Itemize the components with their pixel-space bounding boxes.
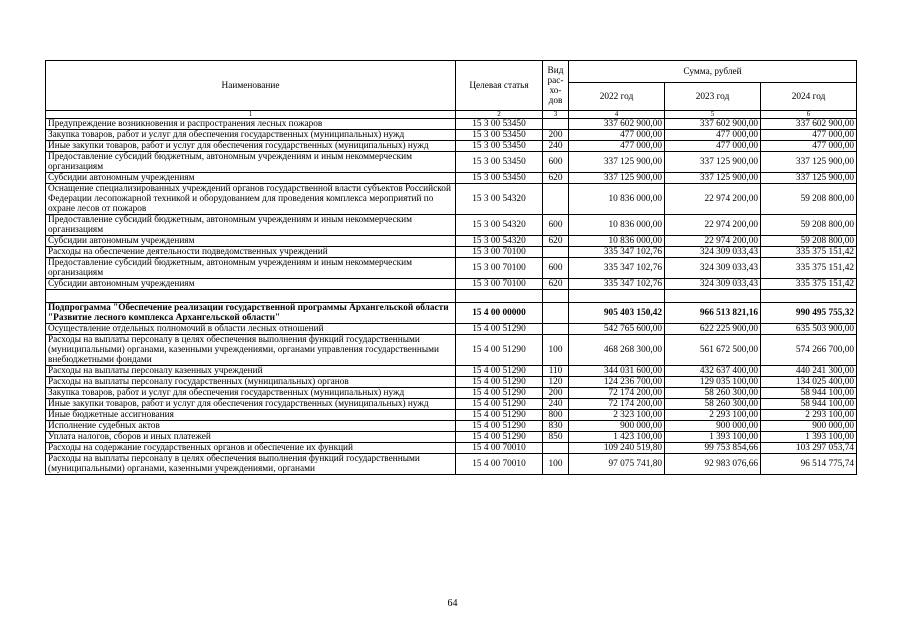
table-row: [46, 290, 857, 303]
row-name: Осуществление отдельных полномочий в области лесных отношений: [46, 324, 456, 335]
row-sum-2022: 468 268 300,00: [569, 335, 665, 366]
table-row: [46, 236, 857, 247]
table-row: [46, 432, 857, 443]
header-name: Наименование: [46, 61, 456, 111]
colnum-6: 6: [761, 111, 857, 119]
row-expense-kind: 200: [543, 130, 569, 141]
row-sum-2022: 1 423 100,00: [569, 432, 665, 443]
row-sum-2023: 22 974 200,00: [665, 215, 761, 236]
row-name: Предоставление субсидий бюджетным, автономным учреждениям и иным некоммерческим организациям: [46, 152, 456, 173]
row-sum-2022: 337 125 900,00: [569, 173, 665, 184]
row-sum-2023: 337 125 900,00: [665, 152, 761, 173]
row-target-code: 15 4 00 51290: [456, 377, 543, 388]
row-sum-2022: 477 000,00: [569, 130, 665, 141]
table-row: [46, 215, 857, 236]
row-name: Закупка товаров, работ и услуг для обеспечения государственных (муниципальных) нужд: [46, 130, 456, 141]
table-row: [46, 119, 857, 130]
header-code: Целевая статья: [456, 61, 543, 111]
table-row: [46, 279, 857, 290]
row-sum-2022: 10 836 000,00: [569, 236, 665, 247]
row-name: Оснащение специализированных учреждений органов государственной власти субъектов Российской Федерации лесопожарной техникой и оборудованием для проведения комплекса мероприятий по охране лесов от пожаров: [46, 184, 456, 215]
header-kind: Вид рас-хо-дов: [543, 61, 569, 111]
row-sum-2022: 337 125 900,00: [569, 152, 665, 173]
row-expense-kind: 620: [543, 279, 569, 290]
row-sum-2023: 324 309 033,43: [665, 258, 761, 279]
colnum-1: 1: [46, 111, 456, 119]
row-name: Расходы на выплаты персоналу в целях обеспечения выполнения функций государственными (муниципальными) органами, казенными учреждениями, органами управления государственными внебюджетными фондами: [46, 335, 456, 366]
table-row: [46, 410, 857, 421]
row-target-code: 15 3 00 70100: [456, 258, 543, 279]
row-expense-kind: 100: [543, 335, 569, 366]
table-row: [46, 388, 857, 399]
table-row: [46, 152, 857, 173]
row-target-code: 15 3 00 54320: [456, 184, 543, 215]
row-expense-kind: 600: [543, 215, 569, 236]
page-number: 64: [447, 598, 458, 609]
row-sum-2024: 58 944 100,00: [761, 399, 857, 410]
row-sum-2022: 542 765 600,00: [569, 324, 665, 335]
table-row: [46, 421, 857, 432]
row-sum-2022: 10 836 000,00: [569, 184, 665, 215]
row-sum-2024: 58 944 100,00: [761, 388, 857, 399]
row-sum-2023: 900 000,00: [665, 421, 761, 432]
row-sum-2022: 10 836 000,00: [569, 215, 665, 236]
row-sum-2024: 335 375 151,42: [761, 247, 857, 258]
row-expense-kind: 240: [543, 141, 569, 152]
colnum-2: 2: [456, 111, 543, 119]
row-target-code: 15 3 00 53450: [456, 119, 543, 130]
row-name: Иные закупки товаров, работ и услуг для обеспечения государственных (муниципальных) нужд: [46, 141, 456, 152]
row-target-code: 15 4 00 51290: [456, 324, 543, 335]
row-expense-kind: 100: [543, 454, 569, 475]
row-name: Расходы на содержание государственных органов и обеспечение их функций: [46, 443, 456, 454]
row-name: Расходы на выплаты персоналу государственных (муниципальных) органов: [46, 377, 456, 388]
row-sum-2023: 324 309 033,43: [665, 279, 761, 290]
row-expense-kind: [543, 443, 569, 454]
row-target-code: 15 4 00 51290: [456, 421, 543, 432]
row-sum-2023: 92 983 076,66: [665, 454, 761, 475]
row-sum-2023: 99 753 854,66: [665, 443, 761, 454]
row-target-code: 15 3 00 53450: [456, 152, 543, 173]
row-target-code: 15 3 00 53450: [456, 173, 543, 184]
row-target-code: 15 4 00 51290: [456, 432, 543, 443]
row-sum-2022: 335 347 102,76: [569, 279, 665, 290]
row-sum-2024: 134 025 400,00: [761, 377, 857, 388]
table-row: [46, 184, 857, 215]
colnum-4: 4: [569, 111, 665, 119]
row-target-code: 15 3 00 54320: [456, 236, 543, 247]
row-sum-2023: 432 637 400,00: [665, 366, 761, 377]
row-expense-kind: 830: [543, 421, 569, 432]
row-target-code: 15 4 00 00000: [456, 303, 543, 324]
row-sum-2024: 59 208 800,00: [761, 215, 857, 236]
row-name: Иные закупки товаров, работ и услуг для обеспечения государственных (муниципальных) нужд: [46, 399, 456, 410]
table-row: [46, 141, 857, 152]
row-target-code: [456, 290, 543, 303]
colnum-3: 3: [543, 111, 569, 119]
row-target-code: 15 4 00 51290: [456, 366, 543, 377]
row-name: Субсидии автономным учреждениям: [46, 279, 456, 290]
row-name: Расходы на выплаты персоналу казенных учреждений: [46, 366, 456, 377]
row-expense-kind: 600: [543, 258, 569, 279]
row-sum-2022: 109 240 519,80: [569, 443, 665, 454]
row-sum-2023: 22 974 200,00: [665, 236, 761, 247]
row-expense-kind: 620: [543, 173, 569, 184]
row-sum-2024: 1 393 100,00: [761, 432, 857, 443]
row-name: Субсидии автономным учреждениям: [46, 173, 456, 184]
row-expense-kind: [543, 303, 569, 324]
table-row: [46, 377, 857, 388]
table-row: [46, 130, 857, 141]
row-sum-2022: 905 403 150,42: [569, 303, 665, 324]
table-row: [46, 247, 857, 258]
row-name: Расходы на обеспечение деятельности подведомственных учреждений: [46, 247, 456, 258]
header-year-2023: 2023 год: [665, 83, 761, 111]
row-expense-kind: 110: [543, 366, 569, 377]
row-sum-2022: 2 323 100,00: [569, 410, 665, 421]
row-sum-2022: 335 347 102,76: [569, 247, 665, 258]
row-sum-2024: 103 297 053,74: [761, 443, 857, 454]
row-sum-2022: 72 174 200,00: [569, 399, 665, 410]
row-expense-kind: 240: [543, 399, 569, 410]
table-row: [46, 454, 857, 475]
row-target-code: 15 4 00 51290: [456, 399, 543, 410]
row-name: Предупреждение возникновения и распространения лесных пожаров: [46, 119, 456, 130]
row-name: Подпрограмма "Обеспечение реализации государственной программы Архангельской области "Развитие лесного комплекса Архангельской области": [46, 303, 456, 324]
row-sum-2024: 337 125 900,00: [761, 173, 857, 184]
row-name: Иные бюджетные ассигнования: [46, 410, 456, 421]
row-expense-kind: [543, 247, 569, 258]
row-name: [46, 290, 456, 303]
row-name: Предоставление субсидий бюджетным, автономным учреждениям и иным некоммерческим организациям: [46, 215, 456, 236]
colnum-5: 5: [665, 111, 761, 119]
header-year-2024: 2024 год: [761, 83, 857, 111]
row-sum-2024: 96 514 775,74: [761, 454, 857, 475]
row-target-code: 15 4 00 51290: [456, 410, 543, 421]
table-row: [46, 399, 857, 410]
row-target-code: 15 4 00 70010: [456, 443, 543, 454]
row-name: Предоставление субсидий бюджетным, автономным учреждениям и иным некоммерческим организациям: [46, 258, 456, 279]
row-expense-kind: 600: [543, 152, 569, 173]
row-sum-2023: 477 000,00: [665, 141, 761, 152]
row-sum-2024: 335 375 151,42: [761, 258, 857, 279]
table-row: [46, 366, 857, 377]
header-year-2022: 2022 год: [569, 83, 665, 111]
row-sum-2023: 58 260 300,00: [665, 388, 761, 399]
row-expense-kind: [543, 324, 569, 335]
row-sum-2022: 335 347 102,76: [569, 258, 665, 279]
row-sum-2023: 477 000,00: [665, 130, 761, 141]
row-sum-2024: 900 000,00: [761, 421, 857, 432]
column-number-row: [46, 111, 857, 119]
row-sum-2022: 124 236 700,00: [569, 377, 665, 388]
row-sum-2023: 129 035 100,00: [665, 377, 761, 388]
row-expense-kind: [543, 290, 569, 303]
row-expense-kind: 120: [543, 377, 569, 388]
row-name: Уплата налогов, сборов и иных платежей: [46, 432, 456, 443]
header-sum: Сумма, рублей: [569, 61, 857, 83]
row-sum-2024: 337 125 900,00: [761, 152, 857, 173]
row-target-code: 15 3 00 70100: [456, 279, 543, 290]
table-row: [46, 443, 857, 454]
row-expense-kind: 800: [543, 410, 569, 421]
row-target-code: 15 4 00 51290: [456, 335, 543, 366]
row-expense-kind: [543, 184, 569, 215]
row-sum-2024: 2 293 100,00: [761, 410, 857, 421]
row-target-code: 15 3 00 54320: [456, 215, 543, 236]
row-sum-2024: 335 375 151,42: [761, 279, 857, 290]
row-target-code: 15 3 00 53450: [456, 141, 543, 152]
row-sum-2023: 561 672 500,00: [665, 335, 761, 366]
row-sum-2024: 990 495 755,32: [761, 303, 857, 324]
row-target-code: 15 4 00 51290: [456, 388, 543, 399]
row-sum-2022: 344 031 600,00: [569, 366, 665, 377]
row-sum-2024: 635 503 900,00: [761, 324, 857, 335]
row-expense-kind: 200: [543, 388, 569, 399]
table-row: [46, 303, 857, 324]
row-sum-2023: 337 602 900,00: [665, 119, 761, 130]
row-sum-2022: 97 075 741,80: [569, 454, 665, 475]
row-sum-2024: 574 266 700,00: [761, 335, 857, 366]
row-sum-2022: 477 000,00: [569, 141, 665, 152]
row-sum-2022: 900 000,00: [569, 421, 665, 432]
table-row: [46, 173, 857, 184]
row-sum-2022: [569, 290, 665, 303]
table-row: [46, 324, 857, 335]
row-target-code: 15 3 00 53450: [456, 130, 543, 141]
row-sum-2024: 337 602 900,00: [761, 119, 857, 130]
row-expense-kind: 620: [543, 236, 569, 247]
row-name: Субсидии автономным учреждениям: [46, 236, 456, 247]
row-target-code: 15 3 00 70100: [456, 247, 543, 258]
row-sum-2023: 622 225 900,00: [665, 324, 761, 335]
row-target-code: 15 4 00 70010: [456, 454, 543, 475]
table-row: [46, 258, 857, 279]
row-sum-2024: 59 208 800,00: [761, 184, 857, 215]
table-row: [46, 335, 857, 366]
row-sum-2024: 477 000,00: [761, 130, 857, 141]
row-sum-2023: 2 293 100,00: [665, 410, 761, 421]
row-sum-2023: 1 393 100,00: [665, 432, 761, 443]
row-sum-2023: 22 974 200,00: [665, 184, 761, 215]
row-expense-kind: 850: [543, 432, 569, 443]
row-sum-2023: 337 125 900,00: [665, 173, 761, 184]
row-sum-2022: 72 174 200,00: [569, 388, 665, 399]
row-expense-kind: [543, 119, 569, 130]
row-sum-2023: 58 260 300,00: [665, 399, 761, 410]
row-sum-2023: [665, 290, 761, 303]
row-name: Исполнение судебных актов: [46, 421, 456, 432]
row-sum-2024: 59 208 800,00: [761, 236, 857, 247]
row-sum-2023: 966 513 821,16: [665, 303, 761, 324]
row-sum-2024: 477 000,00: [761, 141, 857, 152]
row-sum-2022: 337 602 900,00: [569, 119, 665, 130]
row-name: Расходы на выплаты персоналу в целях обеспечения выполнения функций государственными (муниципальными) органами, казенными учреждениями, органами: [46, 454, 456, 475]
row-sum-2024: [761, 290, 857, 303]
row-sum-2023: 324 309 033,43: [665, 247, 761, 258]
row-name: Закупка товаров, работ и услуг для обеспечения государственных (муниципальных) нужд: [46, 388, 456, 399]
budget-table: [45, 60, 857, 475]
row-sum-2024: 440 241 300,00: [761, 366, 857, 377]
